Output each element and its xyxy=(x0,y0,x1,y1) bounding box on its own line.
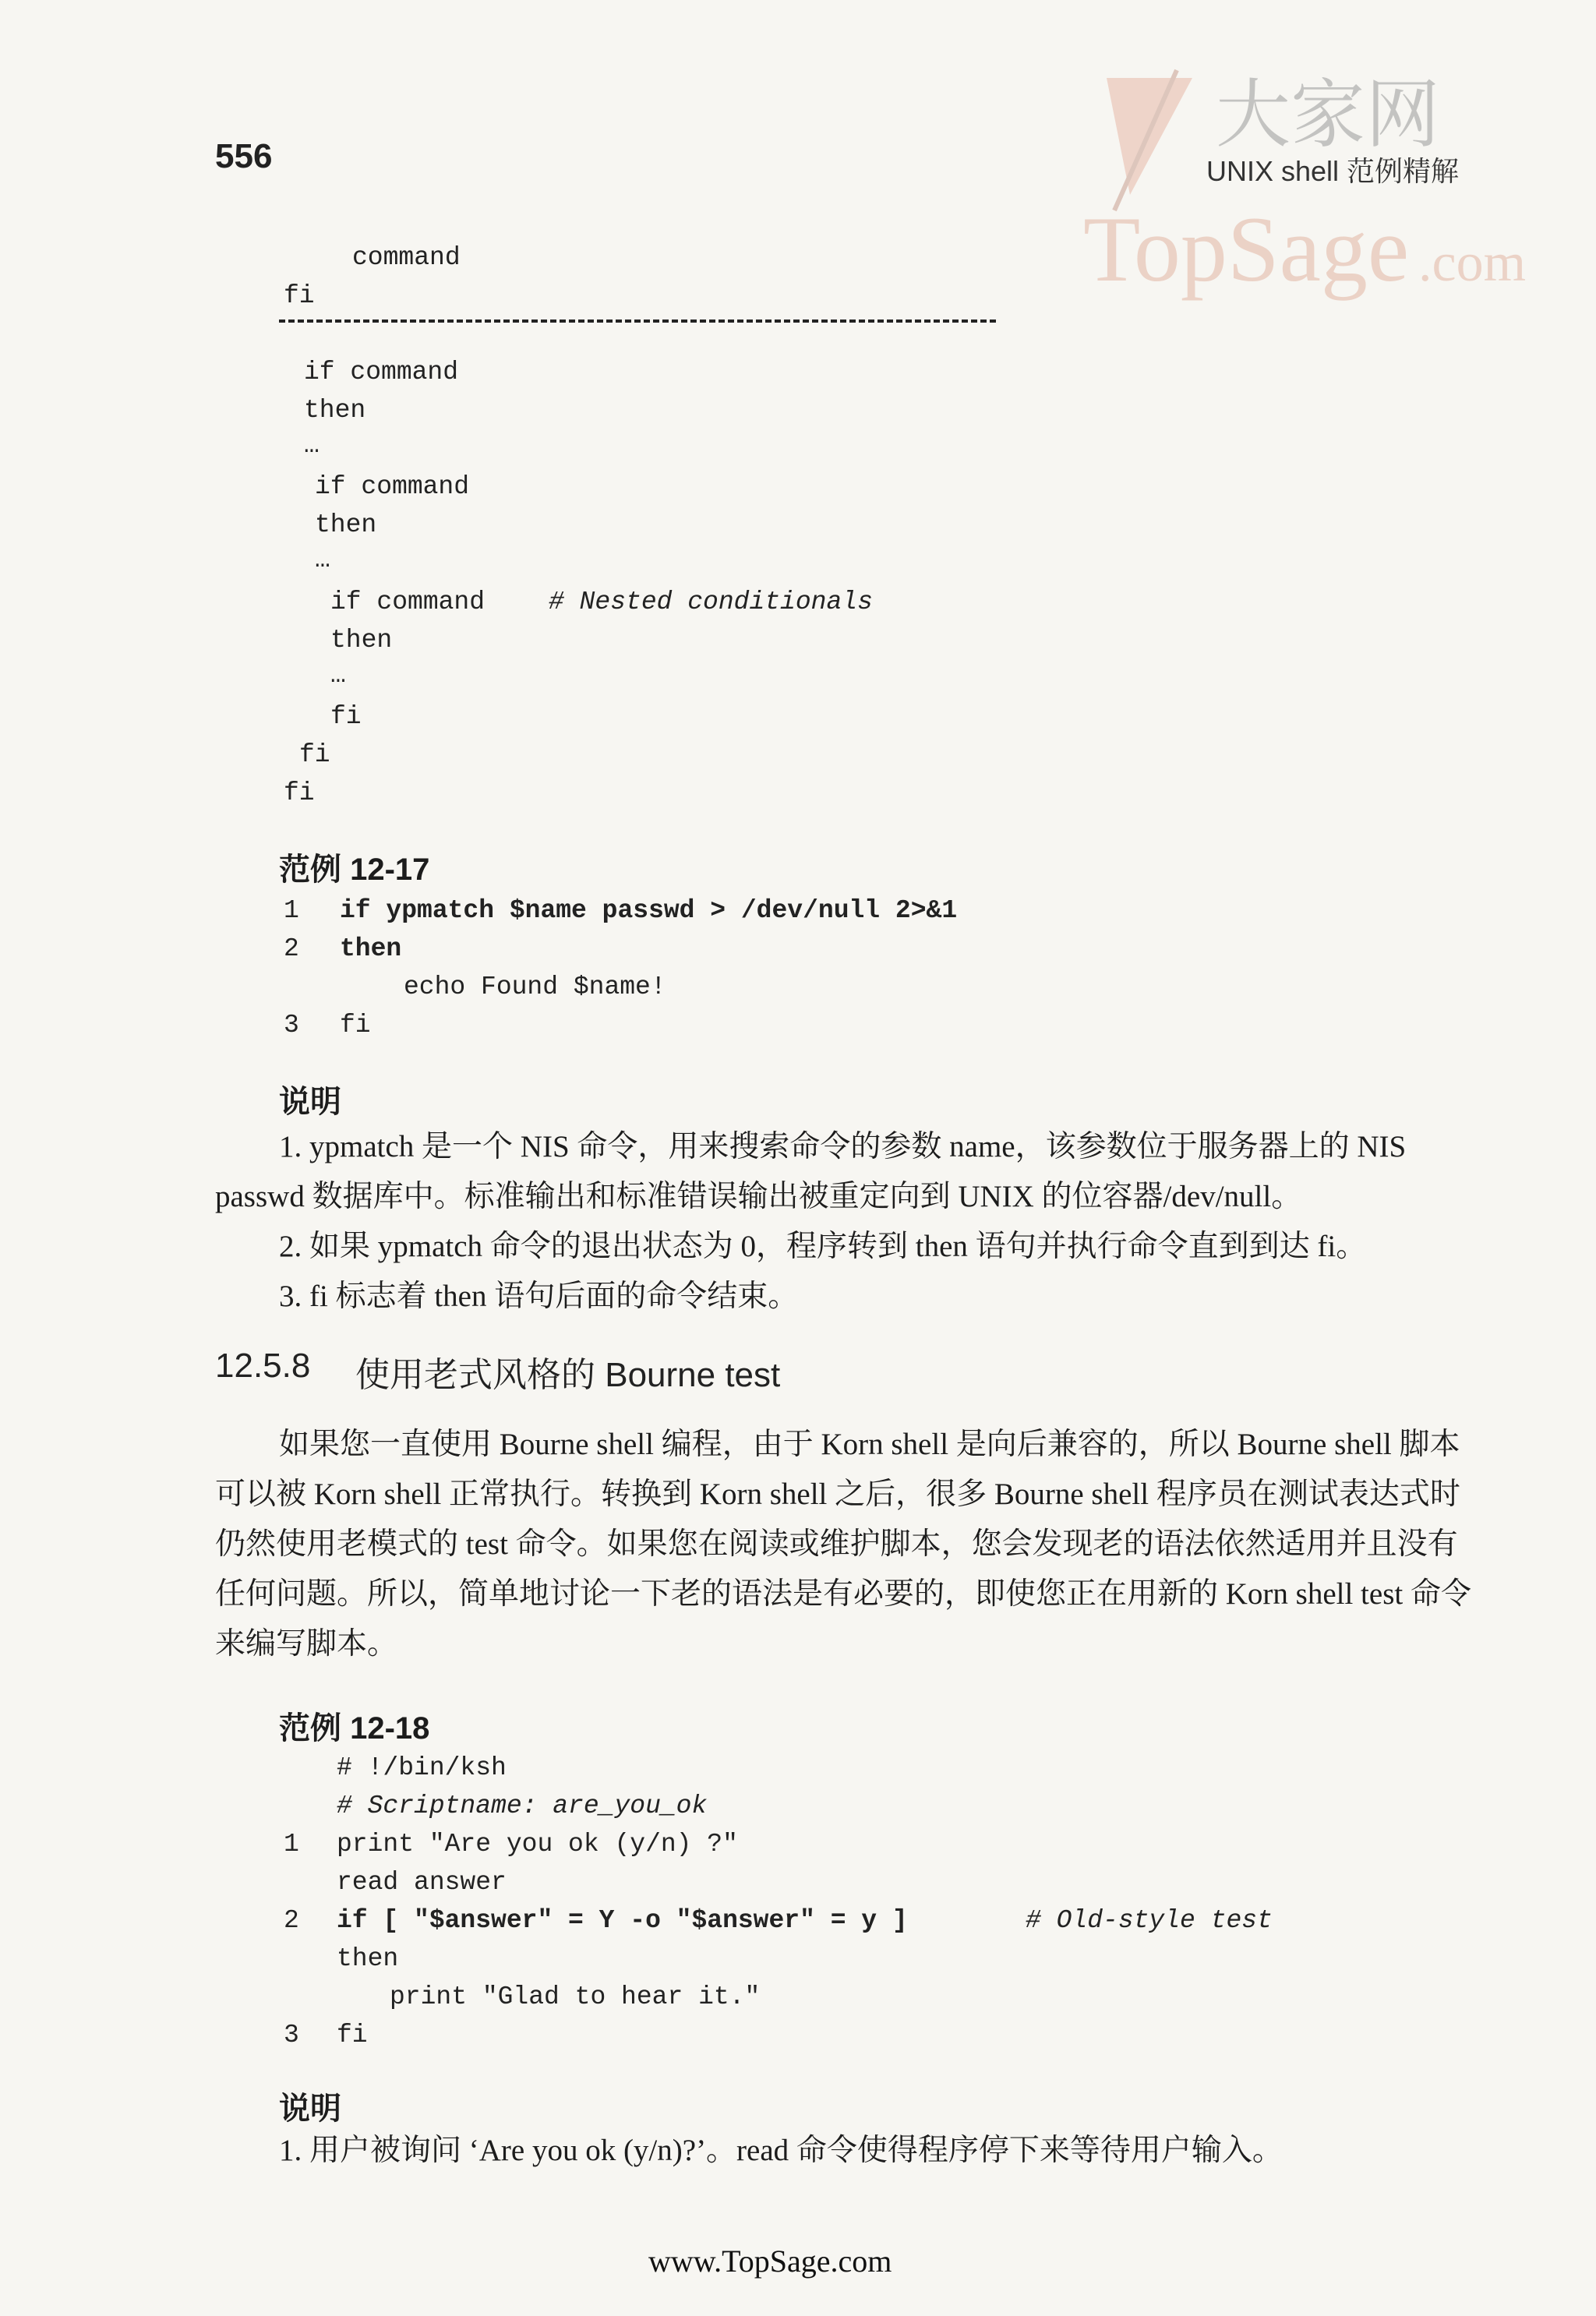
code-line: read answer xyxy=(337,1868,507,1897)
code-line: fi xyxy=(284,778,315,807)
code-line: then xyxy=(315,510,377,539)
example-title: 范例 12-18 xyxy=(279,1711,430,1746)
code-line: if [ "$answer" = Y -o "$answer" = y ] xyxy=(337,1906,908,1935)
code-line: … xyxy=(330,661,346,690)
code-line: print "Glad to hear it." xyxy=(390,1982,761,2011)
code-line: then xyxy=(337,1944,399,1973)
code-line: # !/bin/ksh xyxy=(337,1753,507,1782)
section-paragraph: 如果您一直使用 Bourne shell 编程，由于 Korn shell 是向后兼容的，所以 Bourne shell 脚本可以被 Korn shell 正常执行。转换到 Korn shell 之后，很多 Bourne shell 程序员在测试表达式时仍然使用老模式的 test 命令。如果您在阅读或维护脚本，您会发现老的语法依然适用并且没有任何问题。所以，简单地讨论一下老的语法是有必要的，即使您正在用新的 Korn shell test 命令来编写脚本。 xyxy=(215,1428,1471,1661)
divider-dashed xyxy=(279,320,996,323)
explanation-title: 说明 xyxy=(279,2092,341,2126)
line-number: 3 xyxy=(284,2021,299,2049)
code-line: echo Found $name! xyxy=(404,973,666,1001)
section-title: 使用老式风格的 Bourne test xyxy=(355,1356,781,1394)
code-line: if command xyxy=(315,472,470,501)
explanation-paragraph: 1. 用户被询问 ‘Are you ok (y/n)?’。read 命令使得程序停下来等待用户输入。 xyxy=(279,2134,1283,2167)
explanation-paragraph: 3. fi 标志着 then 语句后面的命令结束。 xyxy=(279,1280,799,1313)
code-line: fi xyxy=(340,1011,371,1040)
explanation-paragraph: 2. 如果 ypmatch 命令的退出状态为 0，程序转到 then 语句并执行命令直到到达 fi。 xyxy=(279,1230,1367,1263)
code-line: then xyxy=(340,934,402,963)
code-line: fi xyxy=(330,702,362,731)
line-number: 2 xyxy=(284,934,299,963)
svg-text:大家网: 大家网 xyxy=(1216,71,1440,158)
code-line: print "Are you ok (y/n) ?" xyxy=(337,1830,738,1859)
code-line: fi xyxy=(299,740,330,769)
code-comment: # Nested conditionals xyxy=(549,588,873,616)
code-comment: # Old-style test xyxy=(1026,1906,1273,1935)
code-line: command xyxy=(352,243,461,272)
code-line: if command xyxy=(304,358,459,387)
code-line: if command xyxy=(330,588,486,616)
code-line: fi xyxy=(284,281,315,310)
example-title: 范例 12-17 xyxy=(279,853,430,887)
code-line: then xyxy=(304,396,366,425)
line-number: 1 xyxy=(284,1830,299,1859)
running-header: UNIX shell 范例精解 xyxy=(1206,155,1460,187)
code-line: fi xyxy=(337,2021,368,2049)
code-line: if ypmatch $name passwd > /dev/null 2>&1 xyxy=(340,896,958,925)
footer-url: www.TopSage.com xyxy=(648,2244,892,2279)
code-line: then xyxy=(330,626,393,655)
explanation-title: 说明 xyxy=(279,1085,341,1119)
svg-text:TopSage: TopSage xyxy=(1083,197,1410,301)
line-number: 1 xyxy=(284,896,299,925)
svg-text:.com: .com xyxy=(1418,233,1527,293)
code-line: … xyxy=(304,431,320,460)
explanation-paragraph: 1. ypmatch 是一个 NIS 命令，用来搜索命令的参数 name，该参数位于服务器上的 NIS passwd 数据库中。标准输出和标准错误输出被重定向到 UNIX 的位容器/dev/null。 xyxy=(215,1130,1407,1213)
line-number: 3 xyxy=(284,1011,299,1040)
line-number: 2 xyxy=(284,1906,299,1935)
topsage-watermark-logo xyxy=(1083,55,1551,304)
section-number: 12.5.8 xyxy=(215,1347,311,1385)
page-number: 556 xyxy=(215,137,273,175)
code-line: … xyxy=(315,545,330,574)
code-comment: # Scriptname: are_you_ok xyxy=(337,1792,708,1820)
